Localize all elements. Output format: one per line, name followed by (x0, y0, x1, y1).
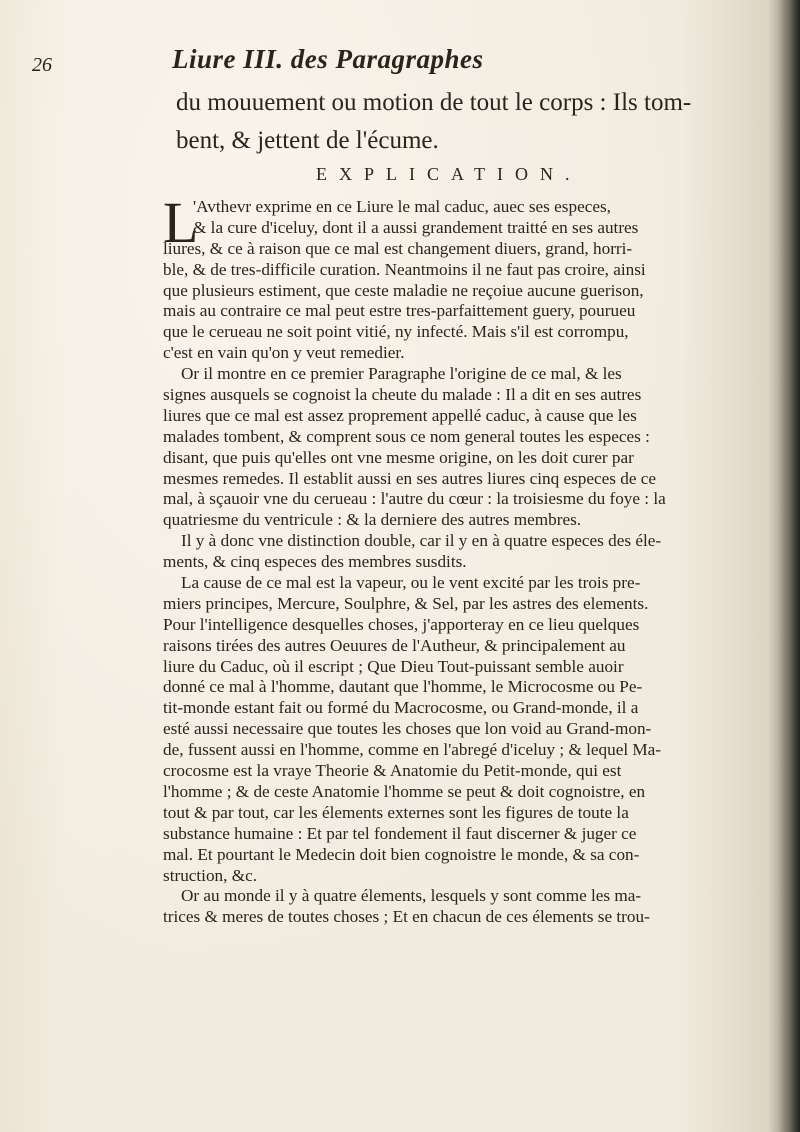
text-line: mal. Et pourtant le Medecin doit bien cognoistre le monde, & sa con- (163, 844, 640, 864)
text-line: mais au contraire ce mal peut estre tres-parfaittement guery, pourueu (163, 301, 636, 321)
text-line: & la cure d'iceluy, dont il a aussi grandement traitté en ses autres (193, 217, 639, 237)
running-head: Liure III. des Paragraphes (172, 44, 484, 74)
text-line: malades tombent, & comprent sous ce nom general toutes les especes : (163, 426, 650, 446)
text-line: ble, & de tres-difficile curation. Neantmoins il ne faut pas croire, ainsi (163, 259, 646, 279)
text-line: mesmes remedes. Il establit aussi en ses autres liures cinq especes de ce (163, 468, 657, 488)
text-line: struction, &c. (163, 865, 258, 885)
text-line: signes ausquels se cognoist la cheute du malade : Il a dit en ses autres (163, 385, 642, 405)
text-line: Or au monde il y à quatre élements, lesquels y sont comme les ma- (181, 886, 642, 906)
text-line: liure du Caduc, où il escript ; Que Dieu Tout-puissant semble auoir (163, 656, 624, 676)
text-line: miers principes, Mercure, Soulphre, & Sel, par les astres des elements. (163, 593, 649, 613)
text-line: c'est en vain qu'on y veut remedier. (163, 343, 405, 363)
text-line: disant, que puis qu'elles ont vne mesme origine, on les doit curer par (163, 447, 634, 467)
text-line: esté aussi necessaire que toutes les choses que lon void au Grand-mon- (163, 719, 652, 739)
page-number: 26 (32, 54, 52, 76)
lead-line: du mouuement ou motion de tout le corps : Ils tom- (176, 89, 692, 116)
text-line: raisons tirées des autres Oeuures de l'Autheur, & principalement au (163, 635, 626, 655)
text-line: substance humaine : Et par tel fondement il faut discerner & juger ce (163, 823, 637, 843)
text-line: l'homme ; & de ceste Anatomie l'homme se peut & doit cognoistre, en (163, 781, 646, 801)
text-line: Pour l'intelligence desquelles choses, j'apporteray en ce lieu quelques (163, 614, 640, 634)
text-line: donné ce mal à l'homme, dautant que l'homme, le Microcosme ou Pe- (163, 677, 643, 697)
text-line: liures que ce mal est assez proprement appellé caduc, à cause que les (163, 405, 637, 425)
text-line: que plusieurs estiment, que ceste maladie ne reçoiue aucune guerison, (163, 280, 644, 300)
body-text (163, 190, 783, 928)
text-line: mal, à sçauoir vne du cerueau : l'autre du cœur : la troisiesme du foye : la (163, 489, 666, 509)
text-line: de, fussent aussi en l'homme, comme en l'abregé d'iceluy ; & lequel Ma- (163, 740, 662, 760)
text-line: trices & meres de toutes choses ; Et en chacun de ces élements se trou- (163, 907, 650, 927)
text-line: que le cerueau ne soit point vitié, ny infecté. Mais s'il est corrompu, (163, 322, 629, 342)
text-line: tout & par tout, car les élements externes sont les figures de toute la (163, 802, 629, 822)
drop-cap: L (163, 190, 199, 255)
lead-line: bent, & jettent de l'écume. (176, 127, 439, 154)
text-line: quatriesme du ventricule : & la derniere des autres membres. (163, 510, 582, 530)
text-line: crocosme est la vraye Theorie & Anatomie du Petit-monde, qui est (163, 761, 622, 781)
text-line: Il y à donc vne distinction double, car il y en à quatre especes des éle- (181, 531, 662, 551)
text-line: 'Avthevr exprime en ce Liure le mal caduc, auec ses especes, (193, 197, 611, 216)
text-line: Or il montre en ce premier Paragraphe l'origine de ce mal, & les (181, 364, 622, 384)
lead-text (176, 84, 776, 160)
text-line: liures, & ce à raison que ce mal est changement diuers, grand, horri- (163, 238, 633, 258)
text-line: ments, & cinq especes des membres susdits. (163, 552, 467, 572)
text-line: tit-monde estant fait ou formé du Macrocosme, ou Grand-monde, il a (163, 698, 639, 718)
text-line: La cause de ce mal est la vapeur, ou le vent excité par les trois pre- (181, 573, 641, 593)
section-title: EXPLICATION. (316, 164, 582, 184)
